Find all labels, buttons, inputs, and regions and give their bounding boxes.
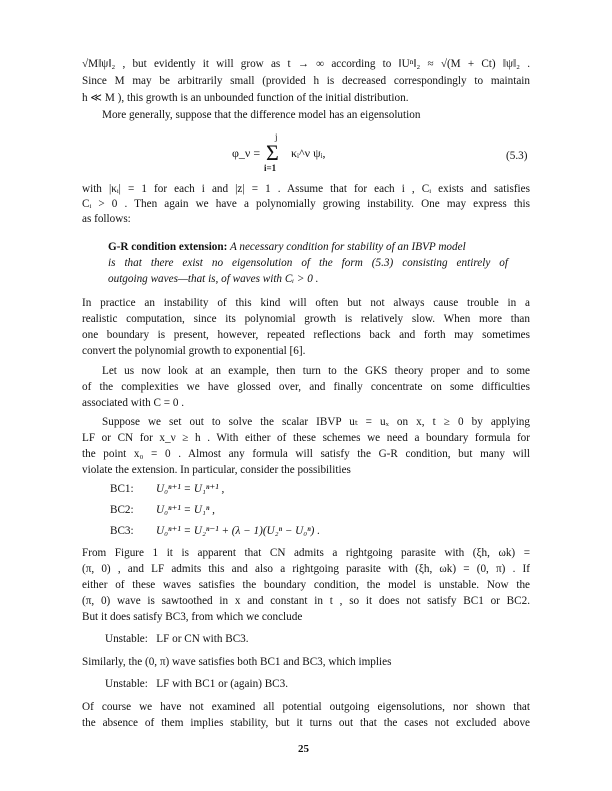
- bc-label: BC3:: [110, 525, 134, 537]
- theorem-label: G-R condition extension:: [108, 241, 228, 253]
- text-line: (π, 0) wave is sawtoothed in x and constant in t , so it does not satisfy BC1 or BC2.: [82, 595, 530, 607]
- text-line: (π, 0) , and LF admits this and also a rightgoing parasite with (ξh, ωk) = (0, π) . If: [82, 563, 530, 575]
- equation-number: (5.3): [506, 150, 528, 162]
- bc-label: BC1:: [110, 483, 134, 495]
- sum-symbol: Σ: [266, 140, 279, 165]
- boundary-condition-bc2: [110, 503, 215, 516]
- text-line: From Figure 1 it is apparent that CN admits a rightgoing parasite with (ξh, ωk) =: [82, 547, 530, 559]
- bc-formula: U₀ⁿ⁺¹ = U₂ⁿ⁻¹ + (λ − 1)(U₂ⁿ − U₀ⁿ) .: [156, 525, 320, 537]
- text-line: violate the extension. In particular, consider the possibilities: [82, 464, 351, 476]
- equation-rhs: κᵢ^ν ψᵢ,: [291, 146, 326, 160]
- text-line: h ≪ M ), this growth is an unbounded function of the initial distribution.: [82, 92, 409, 104]
- conclusion-line: Unstable: LF with BC1 or (again) BC3.: [105, 678, 289, 690]
- theorem-text: A necessary condition for stability of an IBVP model: [227, 241, 466, 253]
- conclusion-line: Unstable: LF or CN with BC3.: [105, 633, 249, 645]
- theorem-line: is that there exist no eigensolution of the form (5.3) consisting entirely of: [108, 257, 508, 269]
- sum-lower: i=1: [264, 163, 277, 173]
- text-line: associated with C = 0 .: [82, 397, 185, 409]
- text-line: one boundary is present, however, repeated reflections back and forth may sometimes: [82, 329, 530, 341]
- text-line: In practice an instability of this kind will often but not always cause trouble in a: [82, 297, 530, 309]
- bc-formula: U₀ⁿ⁺¹ = U₁ⁿ ,: [156, 504, 215, 516]
- text-line: with |κᵢ| = 1 for each i and |z| = 1 . Assume that for each i , Cᵢ exists and satisfies: [82, 183, 530, 195]
- text-line: Similarly, the (0, π) wave satisfies both BC1 and BC3, which implies: [82, 656, 392, 668]
- text-line: Since M may be arbitrarily small (provided h is decreased correspondingly to maintain: [82, 75, 530, 87]
- theorem-line: outgoing waves—that is, of waves with Cᵢ > 0 .: [108, 273, 319, 285]
- text-line: Suppose we set out to solve the scalar IBVP uₜ = uₓ on x, t ≥ 0 by applying: [102, 416, 530, 428]
- text-line: But it does satisfy BC3, from which we conclude: [82, 611, 303, 623]
- text-line: the absence of them implies stability, but it turns out that the cases not excluded above: [82, 717, 530, 729]
- text-line: √M‖ψ‖₂ , but evidently it will grow as t → ∞ according to ‖Uⁿ‖₂ ≈ √(M + Ct) ‖ψ‖₂ .: [82, 58, 530, 70]
- bc-label: BC2:: [110, 504, 134, 516]
- text-line: Cᵢ > 0 . Then again we have a polynomially growing instability. One may express this: [82, 198, 530, 210]
- text-line: Let us now look at an example, then turn to the GKS theory proper and to some: [102, 365, 530, 377]
- text-line: realistic computation, since its polynomial growth is relatively slow. When more than: [82, 313, 530, 325]
- boundary-condition-bc1: [110, 482, 224, 495]
- text-line: the point x₀ = 0 . Almost any formula will satisfy the G-R condition, but many will: [82, 448, 530, 460]
- text-line: as follows:: [82, 213, 131, 225]
- text-line: LF or CN for x_ν ≥ h . With either of these schemes we need a boundary formula for: [82, 432, 530, 444]
- text-line: Of course we have not examined all potential outgoing eigensolutions, nor shown that: [82, 701, 530, 713]
- text-line: convert the polynomial growth to exponential [6].: [82, 345, 306, 357]
- text-line: of the complexities we have glossed over, and finally concentrate on some difficulties: [82, 381, 530, 393]
- equation-lhs: φ_ν =: [232, 146, 261, 160]
- theorem-line: [108, 240, 508, 254]
- text-line: either of these waves satisfies the boundary condition, the model is unstable. Now the: [82, 579, 530, 591]
- sum-upper: j: [275, 132, 278, 142]
- text-line: More generally, suppose that the difference model has an eigensolution: [102, 109, 421, 121]
- boundary-condition-bc3: [110, 524, 320, 537]
- page-number: 25: [298, 743, 309, 755]
- bc-formula: U₀ⁿ⁺¹ = U₁ⁿ⁺¹ ,: [156, 483, 225, 495]
